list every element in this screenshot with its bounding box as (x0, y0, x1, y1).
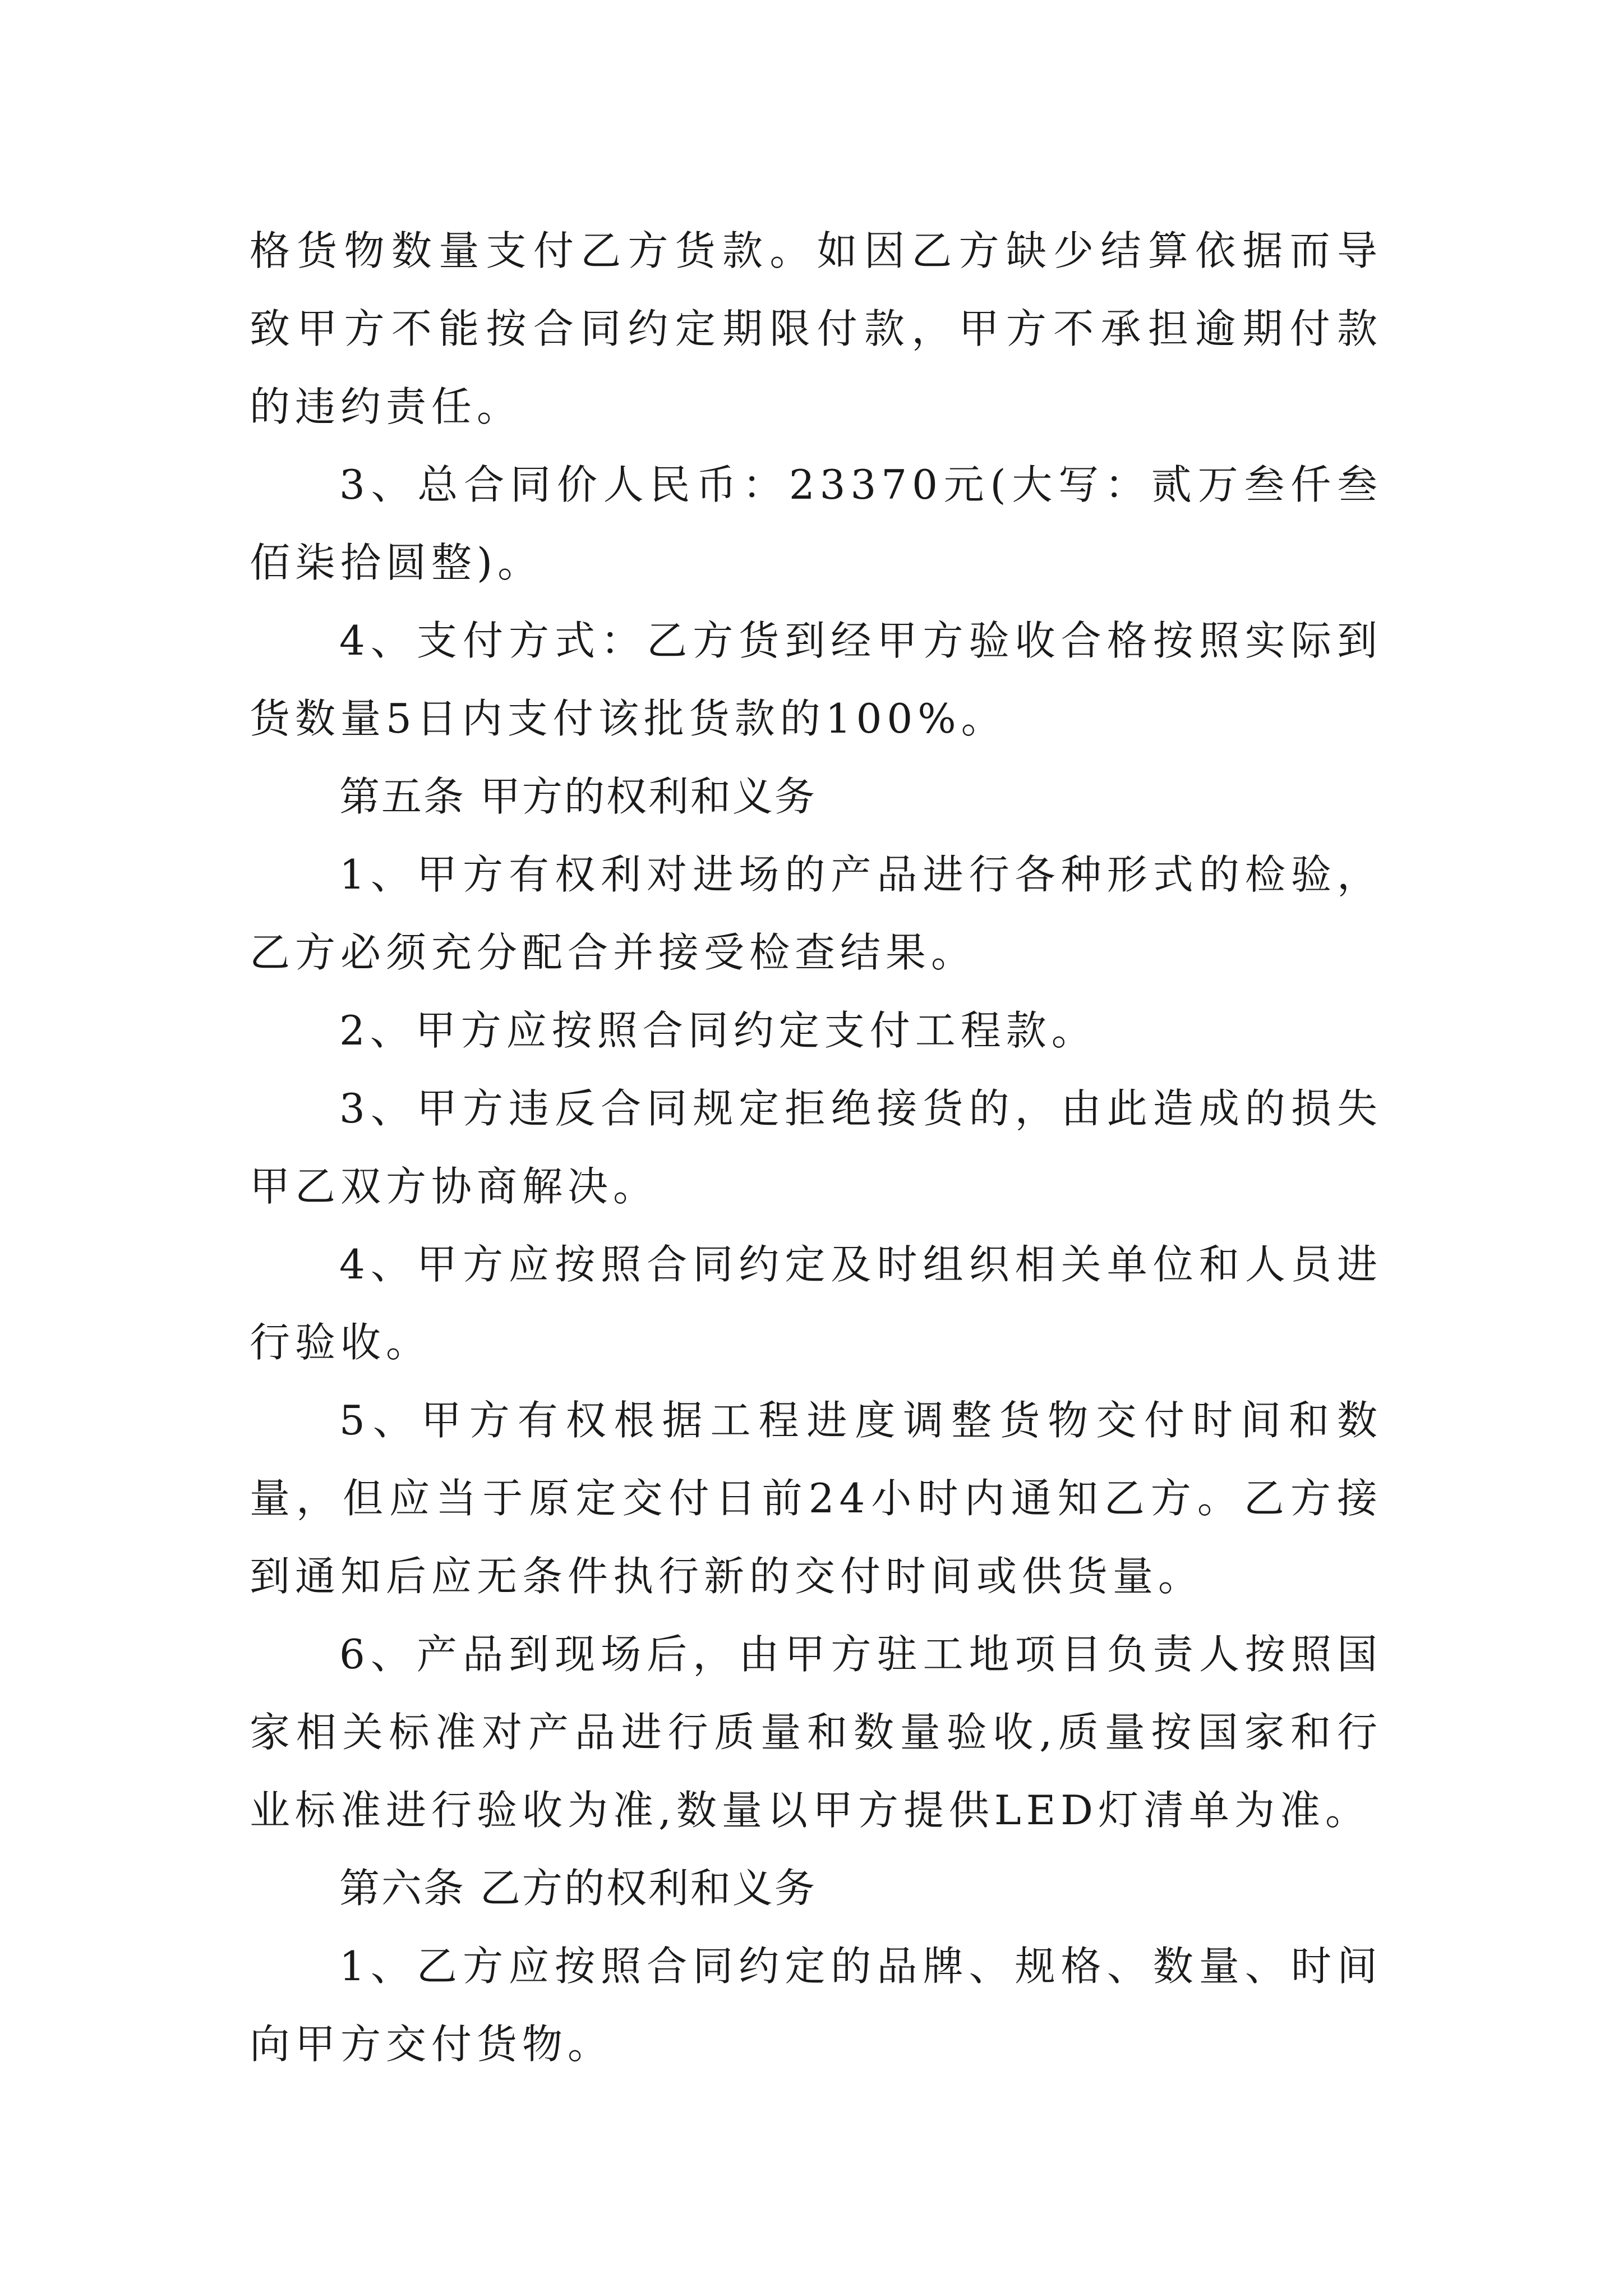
article-5-item-5: 5、甲方有权根据工程进度调整货物交付时间和数量，但应当于原定交付日前24小时内通知乙方。乙方接到通知后应无条件执行新的交付时间或供货量。 (250, 1397, 1382, 1600)
article-6-item-1: 1、乙方应按照合同约定的品牌、规格、数量、时间向甲方交付货物。 (250, 1943, 1382, 2068)
article-5-item-2: 2、甲方应按照合同约定支付工程款。 (339, 1007, 1097, 1054)
paragraph-payment-basis-continued: 格货物数量支付乙方货款。如因乙方缺少结算依据而导致甲方不能按合同约定期限付款，甲方不承担逾期付款的违约责任。 (250, 227, 1382, 430)
paragraph-payment-method: 4、支付方式：乙方货到经甲方验收合格按照实际到货数量5日内支付该批货款的100%。 (250, 617, 1382, 742)
paragraph-total-price: 3、总合同价人民币：23370元(大写：贰万叁仟叁佰柒拾圆整)。 (250, 461, 1382, 586)
document-body (250, 212, 1382, 2083)
article-5-item-6: 6、产品到现场后，由甲方驻工地项目负责人按照国家相关标准对产品进行质量和数量验收,质量按国家和行业标准进行验收为准,数量以甲方提供LED灯清单为准。 (250, 1631, 1382, 1834)
article-5-item-4: 4、甲方应按照合同约定及时组织相关单位和人员进行验收。 (250, 1241, 1382, 1366)
article-5-item-3: 3、甲方违反合同规定拒绝接货的，由此造成的损失甲乙双方协商解决。 (250, 1085, 1382, 1210)
article-5-item-1: 1、甲方有权利对进场的产品进行各种形式的检验，乙方必须充分配合并接受检查结果。 (250, 851, 1382, 976)
article-5-heading: 第五条 甲方的权利和义务 (339, 773, 817, 820)
article-6-heading: 第六条 乙方的权利和义务 (339, 1865, 817, 1912)
